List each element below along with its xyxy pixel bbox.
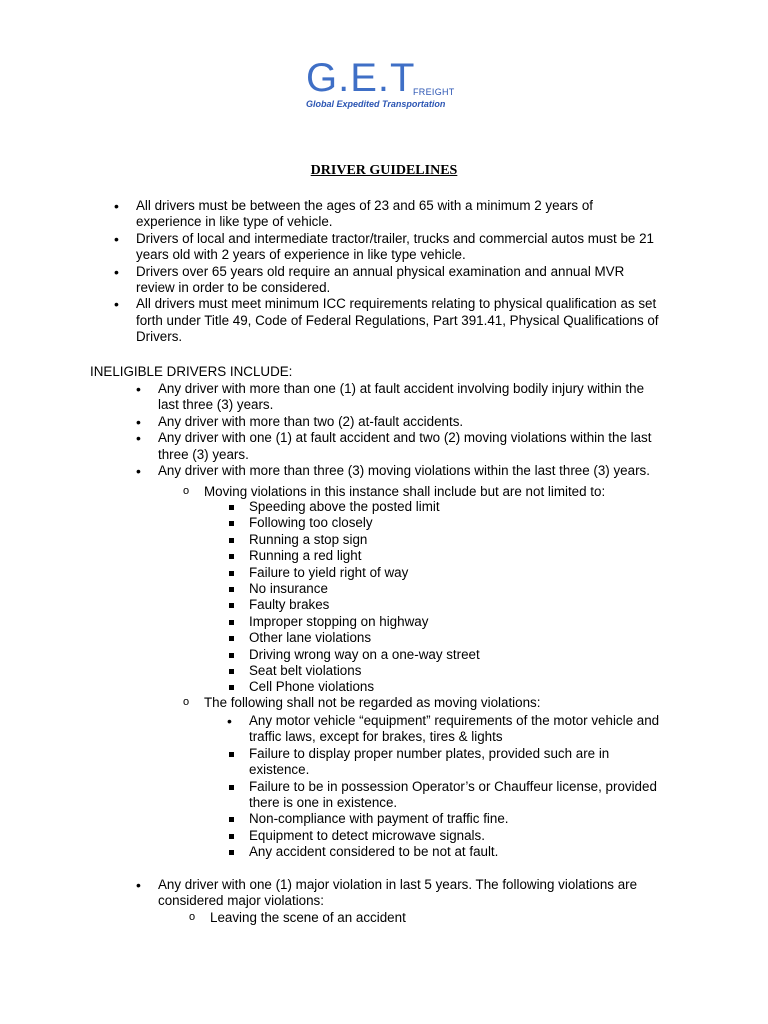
intro-bullet-list xyxy=(136,198,696,346)
not-moving-item xyxy=(249,713,689,746)
moving-violation-item: Running a stop sign xyxy=(249,532,689,548)
moving-violation-item: No insurance xyxy=(249,581,689,597)
intro-bullet xyxy=(136,198,696,231)
ineligible-item xyxy=(158,414,698,430)
intro-bullet xyxy=(136,231,696,264)
ineligible-item xyxy=(158,430,698,463)
ineligible-item-line: three (3) years. xyxy=(158,446,249,462)
moving-violation-item: Other lane violations xyxy=(249,630,689,646)
logo-tagline: Global Expedited Transportation xyxy=(306,99,446,109)
ineligible-item-line: • Any driver with more than two (2) at-fault accidents. xyxy=(158,413,464,429)
intro-bullet-line: experience in like type of vehicle. xyxy=(136,214,333,230)
intro-bullet-line: Drivers. xyxy=(136,329,183,345)
not-moving-item-line: • Any motor vehicle “equipment” requirements of the motor vehicle and xyxy=(249,713,660,728)
intro-bullet-line: • All drivers must be between the ages of 23 and 65 with a minimum 2 years of xyxy=(136,198,594,213)
major-violation-bullet xyxy=(158,877,698,910)
document-title: DRIVER GUIDELINES xyxy=(310,163,458,178)
ineligible-item-line: • Any driver with one (1) at fault accident and two (2) moving violations within the last xyxy=(158,430,652,446)
intro-bullet xyxy=(136,264,696,297)
major-violation-line-line: • Any driver with one (1) major violation in last 5 years. The following violations are xyxy=(158,877,638,892)
moving-violation-item: Failure to yield right of way xyxy=(249,565,689,581)
not-moving-item-line: there is one in existence. xyxy=(249,795,398,811)
ineligible-item-line: • Any driver with more than three (3) moving violations within the last three (3) years. xyxy=(158,463,650,479)
intro-bullet-line: • All drivers must meet minimum ICC requirements relating to physical qualification as set xyxy=(136,296,657,312)
not-moving-item xyxy=(249,828,689,844)
moving-violation-item: Cell Phone violations xyxy=(249,679,689,695)
ineligible-item-line: • Any driver with more than one (1) at fault accident involving bodily injury within the xyxy=(158,381,645,396)
not-moving-item xyxy=(249,811,689,827)
not-moving-intro: o The following shall not be regarded as moving violations: xyxy=(204,695,684,711)
moving-violation-item: Following too closely xyxy=(249,515,689,531)
not-moving-item-line: Failure to be in possession Operator’s or Chauffeur license, provided xyxy=(249,778,657,794)
moving-violations-intro: o Moving violations in this instance shall include but are not limited to: xyxy=(204,484,684,500)
logo-freight: FREIGHT xyxy=(413,87,455,97)
not-moving-item xyxy=(249,779,689,812)
ineligible-item xyxy=(158,463,698,479)
moving-violation-item: Speeding above the posted limit xyxy=(249,499,689,515)
major-violation-line-line: considered major violations: xyxy=(158,893,324,909)
moving-violation-item: Improper stopping on highway xyxy=(249,614,689,630)
not-moving-item-line: Any accident considered to be not at fault. xyxy=(249,844,499,860)
major-violation-line xyxy=(158,877,698,910)
not-moving-item-line: existence. xyxy=(249,762,310,778)
not-moving-item-line: Failure to display proper number plates, provided such are in xyxy=(249,745,610,761)
moving-violations-list xyxy=(249,499,689,696)
ineligible-item-line: last three (3) years. xyxy=(158,397,274,413)
not-moving-item xyxy=(249,844,689,860)
intro-bullet-line: • Drivers over 65 years old require an annual physical examination and annual MVR xyxy=(136,263,625,279)
not-moving-item-line: Equipment to detect microwave signals. xyxy=(249,827,485,843)
moving-violation-item: Seat belt violations xyxy=(249,663,689,679)
moving-violation-item: Running a red light xyxy=(249,548,689,564)
moving-violation-item: Faulty brakes xyxy=(249,597,689,613)
not-moving-item-line: Non-compliance with payment of traffic fine. xyxy=(249,811,509,827)
ineligible-item xyxy=(158,381,698,414)
intro-bullet-line: years old with 2 years of experience in like type vehicle. xyxy=(136,247,466,263)
not-moving-list xyxy=(249,713,689,861)
intro-bullet-line: • Drivers of local and intermediate tractor/trailer, trucks and commercial autos must be 21 xyxy=(136,230,654,246)
company-logo xyxy=(302,56,478,116)
intro-bullet xyxy=(136,296,696,345)
not-moving-item-line: traffic laws, except for brakes, tires & lights xyxy=(249,729,503,745)
intro-bullet-line: review in order to be considered. xyxy=(136,280,331,296)
moving-violation-item: Driving wrong way on a one-way street xyxy=(249,647,689,663)
ineligible-heading: INELIGIBLE DRIVERS INCLUDE: xyxy=(90,364,293,379)
major-violation-first: o Leaving the scene of an accident xyxy=(210,910,690,926)
ineligible-list xyxy=(158,381,698,479)
not-moving-item xyxy=(249,746,689,779)
intro-bullet-line: forth under Title 49, Code of Federal Regulations, Part 391.41, Physical Qualifications of xyxy=(136,312,659,328)
logo-initials: G.E.T xyxy=(306,56,416,100)
